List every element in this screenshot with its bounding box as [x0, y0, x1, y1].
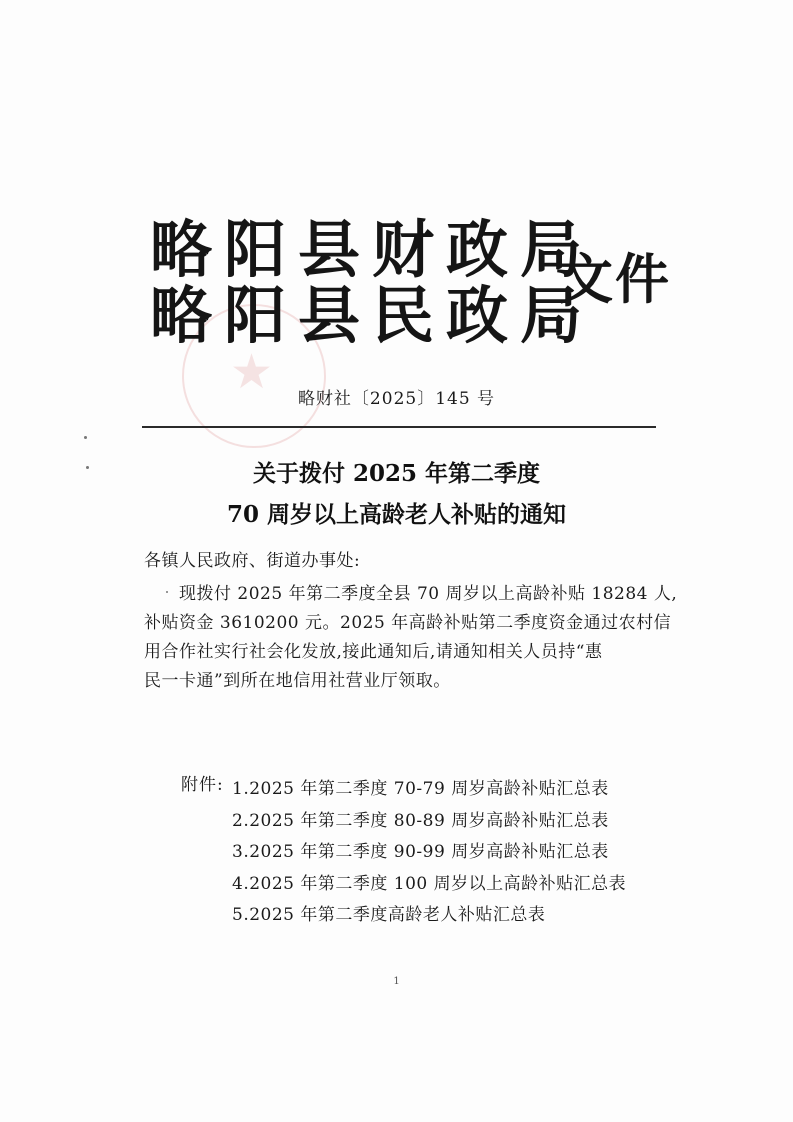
page-number: 1	[393, 976, 400, 987]
body-line: 用合作社实行社会化发放,接此通知后,请通知相关人员持“惠	[144, 642, 603, 662]
document-title-line-2: 70 周岁以上高龄老人补贴的通知	[226, 501, 566, 528]
document-title-line-1: 关于拨付 2025 年第二季度	[252, 460, 541, 487]
body-line: 补贴资金 3610200 元。2025 年高龄补贴第二季度资金通过农村信	[144, 613, 672, 633]
body-paragraph	[144, 580, 678, 696]
salutation: 各镇人民政府、街道办事处:	[144, 551, 361, 571]
attachment-item: 2.2025 年第二季度 80-89 周岁高龄补贴汇总表	[232, 810, 609, 831]
attachment-item: 3.2025 年第二季度 90-99 周岁高龄补贴汇总表	[232, 842, 609, 862]
attachments-list	[232, 774, 626, 932]
attachment-item: 1.2025 年第二季度 70-79 周岁高龄补贴汇总表	[232, 779, 609, 799]
header-divider	[142, 426, 656, 428]
issuer-suffix: 文件	[559, 248, 671, 311]
scan-speck	[86, 466, 89, 469]
body-line: 民一卡通”到所在地信用社营业厅领取。	[144, 671, 451, 691]
attachments-label: 附件:	[181, 775, 224, 795]
issuer-line-civil-affairs-bureau: 略阳县民政局	[150, 279, 595, 352]
scan-speck	[166, 591, 168, 593]
attachment-item: 5.2025 年第二季度高龄老人补贴汇总表	[232, 905, 546, 925]
document-number: 略财社〔2025〕145 号	[297, 389, 496, 409]
attachment-item: 4.2025 年第二季度 100 周岁以上高龄补贴汇总表	[232, 873, 627, 894]
scan-speck	[84, 436, 87, 439]
issuer-line-finance-bureau: 略阳县财政局	[150, 213, 595, 286]
body-line: 现拨付 2025 年第二季度全县 70 周岁以上高龄补贴 18284 人,	[179, 584, 678, 604]
issuer-header	[150, 213, 671, 352]
seal-star-icon: ★	[230, 344, 274, 400]
